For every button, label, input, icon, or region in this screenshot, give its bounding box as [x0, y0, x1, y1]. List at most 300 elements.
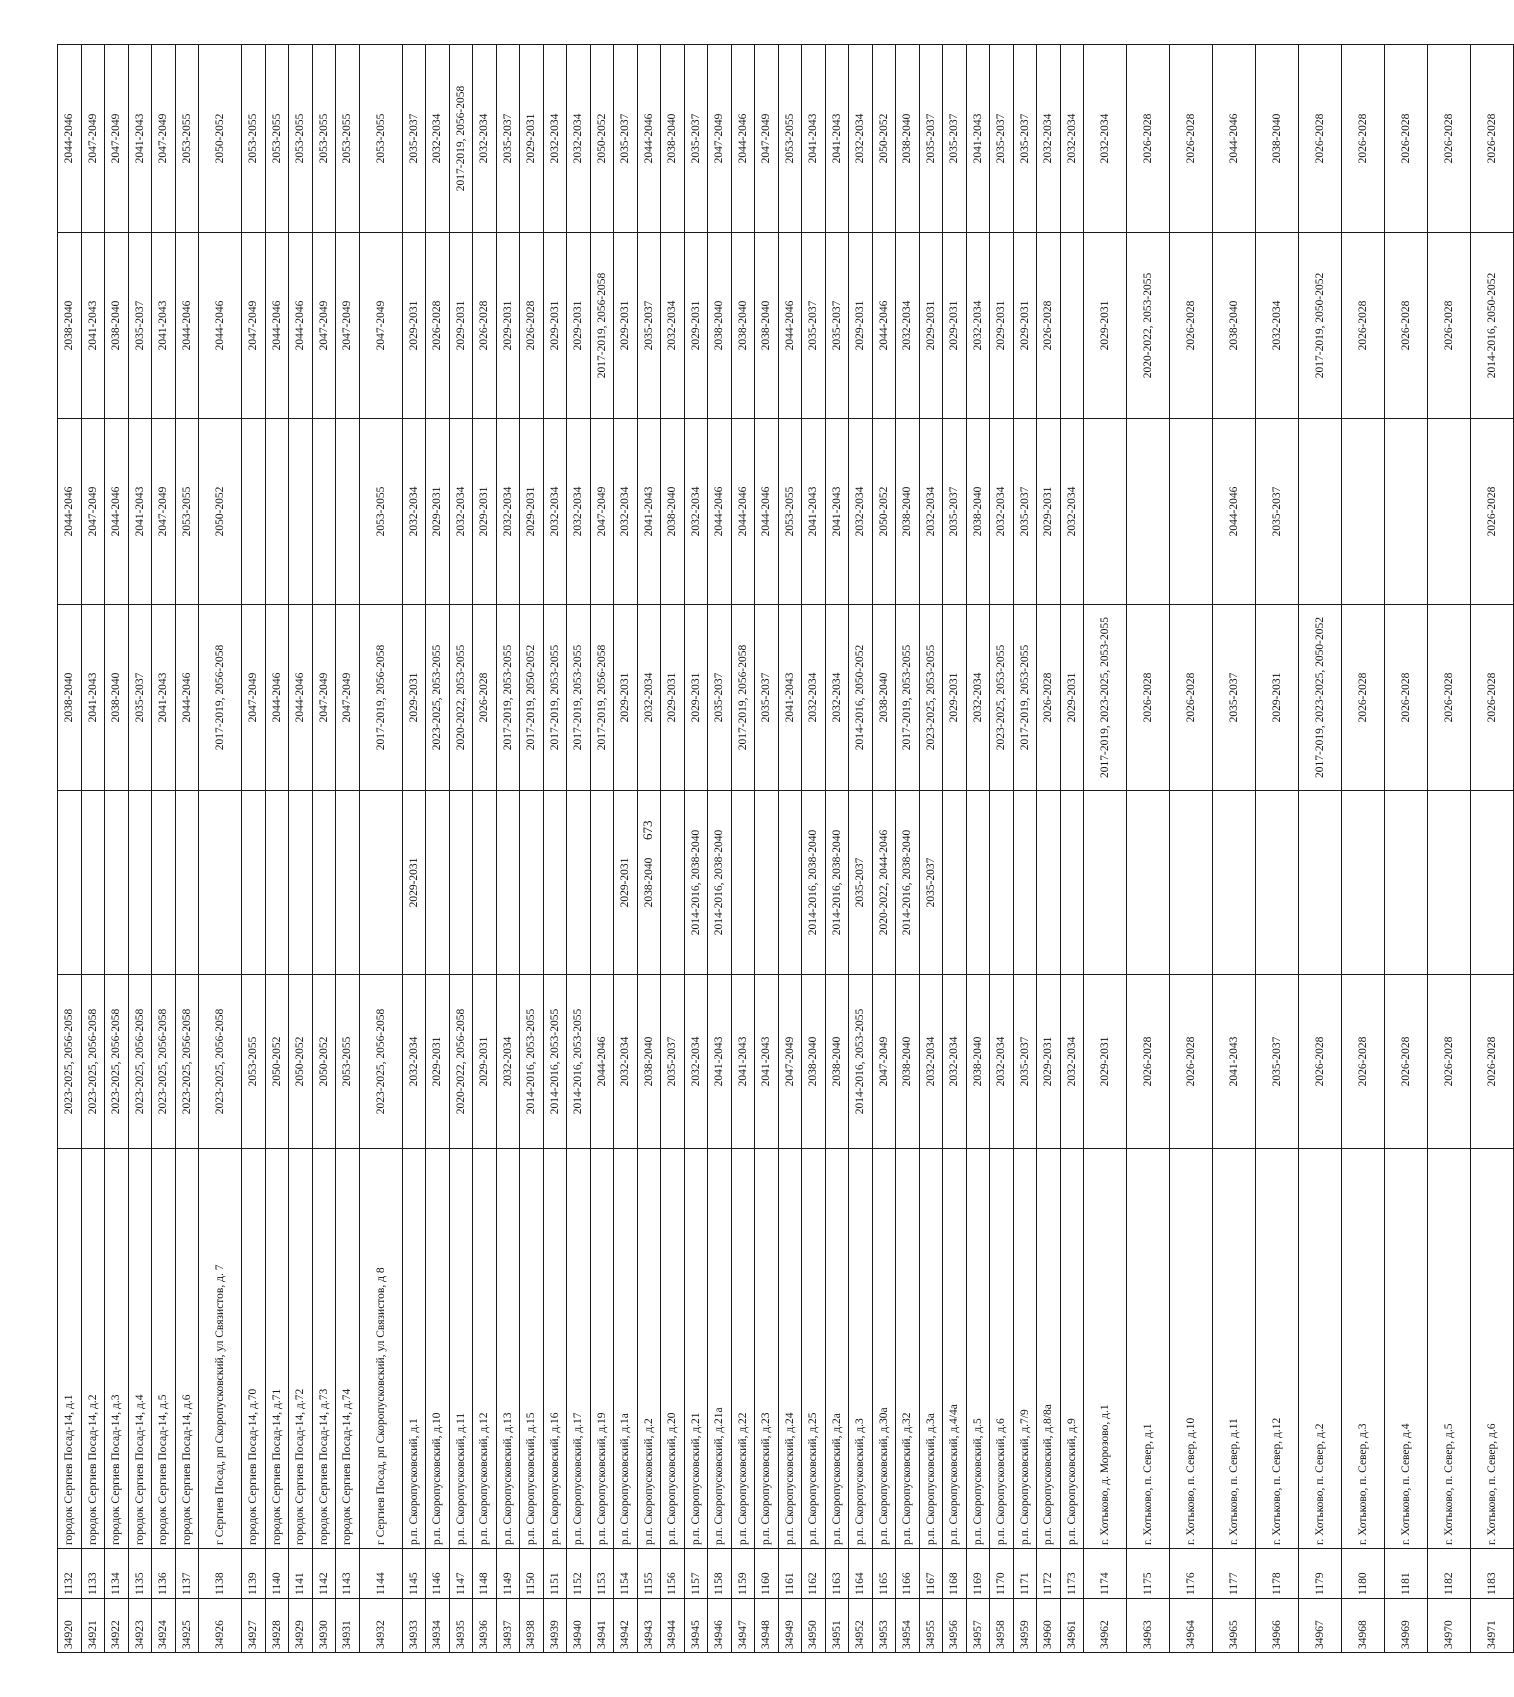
- address-cell: городок Сергиев Посад-14, д.1: [58, 1149, 82, 1549]
- period-4-cell: 2032-2034: [496, 419, 520, 605]
- table-row: [567, 45, 591, 1653]
- period-2-cell: [1471, 791, 1514, 975]
- table-row: [755, 45, 779, 1653]
- address-cell: городок Сергиев Посад-14, д.71: [265, 1149, 289, 1549]
- period-6-cell: 2032-2034: [1037, 45, 1061, 233]
- period-5-cell: 2017-2019, 2050-2052: [1299, 233, 1342, 419]
- table-row: [896, 45, 920, 1653]
- row-number-cell: 1138: [199, 1549, 242, 1599]
- period-4-cell: [1299, 419, 1342, 605]
- table-row: [1060, 45, 1084, 1653]
- period-4-cell: 2044-2046: [731, 419, 755, 605]
- period-2-cell: [175, 791, 199, 975]
- period-2-cell: [520, 791, 544, 975]
- address-cell: р.п. Скоропусковский, д.24: [778, 1149, 802, 1549]
- period-2-cell: [1013, 791, 1037, 975]
- period-3-cell: 2026-2028: [1471, 605, 1514, 791]
- table-row: [1471, 45, 1514, 1653]
- period-1-cell: 2029-2031: [426, 975, 450, 1149]
- period-1-cell: 2032-2034: [990, 975, 1014, 1149]
- row-number-cell: 1157: [684, 1549, 708, 1599]
- address-cell: г. Хотьково, п. Север, д.11: [1213, 1149, 1256, 1549]
- period-4-cell: 2032-2034: [684, 419, 708, 605]
- period-6-cell: 2053-2055: [778, 45, 802, 233]
- period-1-cell: 2038-2040: [637, 975, 661, 1149]
- period-1-cell: 2029-2031: [1037, 975, 1061, 1149]
- period-4-cell: 2041-2043: [128, 419, 152, 605]
- address-cell: г. Хотьково, п. Север, д.10: [1170, 1149, 1213, 1549]
- period-5-cell: 2014-2016, 2050-2052: [1471, 233, 1514, 419]
- row-number-cell: 1140: [265, 1549, 289, 1599]
- period-5-cell: 2035-2037: [128, 233, 152, 419]
- period-4-cell: 2032-2034: [849, 419, 873, 605]
- period-3-cell: 2047-2049: [312, 605, 336, 791]
- table-row: [590, 45, 614, 1653]
- address-cell: г Сергиев Посад, рп Скоропусковский, ул Связистов, д. 7: [199, 1149, 242, 1549]
- period-2-cell: 2029-2031: [614, 791, 638, 975]
- period-3-cell: 2017-2019, 2053-2055: [567, 605, 591, 791]
- period-3-cell: 2032-2034: [825, 605, 849, 791]
- period-4-cell: 2041-2043: [637, 419, 661, 605]
- period-4-cell: 2050-2052: [199, 419, 242, 605]
- record-id-cell: 34927: [242, 1599, 266, 1653]
- row-number-cell: 1181: [1385, 1549, 1428, 1599]
- record-id-cell: 34955: [919, 1599, 943, 1653]
- period-6-cell: 2044-2046: [637, 45, 661, 233]
- period-4-cell: 2026-2028: [1471, 419, 1514, 605]
- period-2-cell: 2035-2037: [919, 791, 943, 975]
- period-3-cell: 2029-2031: [1060, 605, 1084, 791]
- table-row: [199, 45, 242, 1653]
- period-1-cell: 2026-2028: [1299, 975, 1342, 1149]
- period-3-cell: 2017-2019, 2053-2055: [543, 605, 567, 791]
- row-number-cell: 1172: [1037, 1549, 1061, 1599]
- row-number-cell: 1150: [520, 1549, 544, 1599]
- period-1-cell: 2026-2028: [1428, 975, 1471, 1149]
- period-6-cell: 2035-2037: [990, 45, 1014, 233]
- table-row: [1037, 45, 1061, 1653]
- period-6-cell: 2029-2031: [520, 45, 544, 233]
- record-id-cell: 34953: [872, 1599, 896, 1653]
- record-id-cell: 34947: [731, 1599, 755, 1653]
- period-4-cell: 2050-2052: [872, 419, 896, 605]
- period-2-cell: [1385, 791, 1428, 975]
- row-number-cell: 1133: [81, 1549, 105, 1599]
- period-3-cell: 2041-2043: [81, 605, 105, 791]
- period-1-cell: 2026-2028: [1127, 975, 1170, 1149]
- address-cell: р.п. Скоропусковский, д.30а: [872, 1149, 896, 1549]
- period-2-cell: [128, 791, 152, 975]
- period-3-cell: 2017-2019, 2056-2058: [359, 605, 402, 791]
- period-6-cell: 2041-2043: [825, 45, 849, 233]
- period-5-cell: 2047-2049: [312, 233, 336, 419]
- period-5-cell: 2038-2040: [58, 233, 82, 419]
- period-2-cell: [1299, 791, 1342, 975]
- period-6-cell: 2044-2046: [731, 45, 755, 233]
- row-number-cell: 1135: [128, 1549, 152, 1599]
- period-4-cell: 2029-2031: [426, 419, 450, 605]
- period-4-cell: 2053-2055: [175, 419, 199, 605]
- table-row: [242, 45, 266, 1653]
- period-4-cell: 2053-2055: [778, 419, 802, 605]
- period-4-cell: 2044-2046: [755, 419, 779, 605]
- period-3-cell: 2023-2025, 2053-2055: [919, 605, 943, 791]
- period-5-cell: 2047-2049: [336, 233, 360, 419]
- rotated-table-container: [57, 45, 1514, 1653]
- period-2-cell: 2038-2040: [637, 791, 661, 975]
- period-3-cell: 2017-2019, 2056-2058: [590, 605, 614, 791]
- record-id-cell: 34940: [567, 1599, 591, 1653]
- period-2-cell: [449, 791, 473, 975]
- period-2-cell: 2014-2016, 2038-2040: [684, 791, 708, 975]
- address-cell: г. Хотьково, п. Север, д.2: [1299, 1149, 1342, 1549]
- period-3-cell: 2029-2031: [943, 605, 967, 791]
- address-cell: городок Сергиев Посад-14, д.6: [175, 1149, 199, 1549]
- table-row: [825, 45, 849, 1653]
- table-row: [81, 45, 105, 1653]
- record-id-cell: 34922: [105, 1599, 129, 1653]
- period-5-cell: 2038-2040: [731, 233, 755, 419]
- record-id-cell: 34946: [708, 1599, 732, 1653]
- period-3-cell: 2035-2037: [755, 605, 779, 791]
- period-6-cell: 2032-2034: [543, 45, 567, 233]
- period-2-cell: [966, 791, 990, 975]
- period-1-cell: 2023-2025, 2056-2058: [105, 975, 129, 1149]
- period-5-cell: 2044-2046: [872, 233, 896, 419]
- period-5-cell: 2029-2031: [1013, 233, 1037, 419]
- period-3-cell: 2035-2037: [708, 605, 732, 791]
- row-number-cell: 1179: [1299, 1549, 1342, 1599]
- table-row: [1127, 45, 1170, 1653]
- address-cell: р.п. Скоропусковский, д.2а: [825, 1149, 849, 1549]
- period-4-cell: 2032-2034: [919, 419, 943, 605]
- period-6-cell: 2047-2049: [152, 45, 176, 233]
- row-number-cell: 1165: [872, 1549, 896, 1599]
- period-2-cell: [943, 791, 967, 975]
- period-2-cell: [590, 791, 614, 975]
- table-row: [1428, 45, 1471, 1653]
- period-1-cell: 2014-2016, 2053-2055: [543, 975, 567, 1149]
- table-row: [265, 45, 289, 1653]
- record-id-cell: 34923: [128, 1599, 152, 1653]
- period-6-cell: 2041-2043: [966, 45, 990, 233]
- period-1-cell: 2038-2040: [896, 975, 920, 1149]
- table-row: [708, 45, 732, 1653]
- address-cell: р.п. Скоропусковский, д.7/9: [1013, 1149, 1037, 1549]
- period-4-cell: 2044-2046: [58, 419, 82, 605]
- record-id-cell: 34954: [896, 1599, 920, 1653]
- period-3-cell: 2026-2028: [473, 605, 497, 791]
- period-2-cell: [661, 791, 685, 975]
- period-4-cell: 2053-2055: [359, 419, 402, 605]
- record-id-cell: 34935: [449, 1599, 473, 1653]
- record-id-cell: 34948: [755, 1599, 779, 1653]
- period-4-cell: [242, 419, 266, 605]
- period-5-cell: 2029-2031: [943, 233, 967, 419]
- period-1-cell: 2023-2025, 2056-2058: [175, 975, 199, 1149]
- period-6-cell: 2035-2037: [496, 45, 520, 233]
- period-2-cell: 2014-2016, 2038-2040: [802, 791, 826, 975]
- record-id-cell: 34944: [661, 1599, 685, 1653]
- table-row: [449, 45, 473, 1653]
- table-row: [684, 45, 708, 1653]
- period-6-cell: 2053-2055: [242, 45, 266, 233]
- period-1-cell: 2047-2049: [778, 975, 802, 1149]
- period-1-cell: 2050-2052: [265, 975, 289, 1149]
- row-number-cell: 1151: [543, 1549, 567, 1599]
- table-row: [802, 45, 826, 1653]
- period-2-cell: [1428, 791, 1471, 975]
- period-5-cell: 2017-2019, 2056-2058: [590, 233, 614, 419]
- record-id-cell: 34936: [473, 1599, 497, 1653]
- row-number-cell: 1159: [731, 1549, 755, 1599]
- address-cell: р.п. Скоропусковский, д.10: [426, 1149, 450, 1549]
- record-id-cell: 34925: [175, 1599, 199, 1653]
- row-number-cell: 1183: [1471, 1549, 1514, 1599]
- period-6-cell: 2047-2049: [81, 45, 105, 233]
- record-id-cell: 34931: [336, 1599, 360, 1653]
- period-1-cell: 2035-2037: [1013, 975, 1037, 1149]
- period-2-cell: [473, 791, 497, 975]
- period-1-cell: 2041-2043: [708, 975, 732, 1149]
- period-4-cell: 2038-2040: [896, 419, 920, 605]
- period-5-cell: 2032-2034: [966, 233, 990, 419]
- address-cell: р.п. Скоропусковский, д.12: [473, 1149, 497, 1549]
- period-6-cell: 2053-2055: [289, 45, 313, 233]
- period-1-cell: 2053-2055: [242, 975, 266, 1149]
- period-2-cell: [81, 791, 105, 975]
- period-3-cell: 2017-2019, 2056-2058: [199, 605, 242, 791]
- period-5-cell: 2032-2034: [1256, 233, 1299, 419]
- table-row: [1170, 45, 1213, 1653]
- table-row: [336, 45, 360, 1653]
- period-6-cell: 2032-2034: [473, 45, 497, 233]
- period-1-cell: 2053-2055: [336, 975, 360, 1149]
- table-row: [637, 45, 661, 1653]
- period-5-cell: 2038-2040: [708, 233, 732, 419]
- period-1-cell: 2041-2043: [1213, 975, 1256, 1149]
- period-1-cell: 2032-2034: [919, 975, 943, 1149]
- period-5-cell: 2029-2031: [919, 233, 943, 419]
- record-id-cell: 34939: [543, 1599, 567, 1653]
- period-3-cell: 2029-2031: [1256, 605, 1299, 791]
- period-4-cell: [1170, 419, 1213, 605]
- period-6-cell: 2053-2055: [265, 45, 289, 233]
- table-row: [473, 45, 497, 1653]
- period-3-cell: 2032-2034: [802, 605, 826, 791]
- period-4-cell: [1127, 419, 1170, 605]
- period-4-cell: 2038-2040: [661, 419, 685, 605]
- period-2-cell: [336, 791, 360, 975]
- period-1-cell: 2023-2025, 2056-2058: [128, 975, 152, 1149]
- period-4-cell: [265, 419, 289, 605]
- table-row: [1256, 45, 1299, 1653]
- row-number-cell: 1149: [496, 1549, 520, 1599]
- address-cell: г. Хотьково, п. Север, д.3: [1342, 1149, 1385, 1549]
- period-1-cell: 2035-2037: [1256, 975, 1299, 1149]
- record-id-cell: 34932: [359, 1599, 402, 1653]
- period-3-cell: 2029-2031: [684, 605, 708, 791]
- row-number-cell: 1152: [567, 1549, 591, 1599]
- period-2-cell: [1084, 791, 1127, 975]
- row-number-cell: 1178: [1256, 1549, 1299, 1599]
- period-1-cell: 2023-2025, 2056-2058: [58, 975, 82, 1149]
- period-4-cell: 2041-2043: [802, 419, 826, 605]
- period-1-cell: 2029-2031: [1084, 975, 1127, 1149]
- period-2-cell: [778, 791, 802, 975]
- row-number-cell: 1137: [175, 1549, 199, 1599]
- address-cell: г. Хотьково, д. Морозово, д.1: [1084, 1149, 1127, 1549]
- period-6-cell: 2032-2034: [567, 45, 591, 233]
- row-number-cell: 1136: [152, 1549, 176, 1599]
- period-5-cell: 2032-2034: [896, 233, 920, 419]
- period-2-cell: 2014-2016, 2038-2040: [896, 791, 920, 975]
- period-5-cell: 2044-2046: [175, 233, 199, 419]
- period-4-cell: [289, 419, 313, 605]
- period-6-cell: 2050-2052: [590, 45, 614, 233]
- record-id-cell: 34964: [1170, 1599, 1213, 1653]
- period-5-cell: 2047-2049: [359, 233, 402, 419]
- period-4-cell: 2029-2031: [520, 419, 544, 605]
- table-row: [778, 45, 802, 1653]
- period-6-cell: 2044-2046: [1213, 45, 1256, 233]
- period-6-cell: 2053-2055: [359, 45, 402, 233]
- address-cell: р.п. Скоропусковский, д.19: [590, 1149, 614, 1549]
- record-id-cell: 34937: [496, 1599, 520, 1653]
- table-row: [1342, 45, 1385, 1653]
- period-3-cell: 2047-2049: [336, 605, 360, 791]
- record-id-cell: 34960: [1037, 1599, 1061, 1653]
- period-3-cell: 2017-2019, 2053-2055: [496, 605, 520, 791]
- address-cell: р.п. Скоропусковский, д.32: [896, 1149, 920, 1549]
- period-5-cell: 2029-2031: [990, 233, 1014, 419]
- address-cell: р.п. Скоропусковский, д.17: [567, 1149, 591, 1549]
- period-2-cell: [1170, 791, 1213, 975]
- period-6-cell: 2053-2055: [175, 45, 199, 233]
- table-row: [426, 45, 450, 1653]
- period-2-cell: [1342, 791, 1385, 975]
- address-cell: городок Сергиев Посад-14, д.74: [336, 1149, 360, 1549]
- address-cell: городок Сергиев Посад-14, д.4: [128, 1149, 152, 1549]
- table-row: [849, 45, 873, 1653]
- period-3-cell: 2017-2019, 2023-2025, 2050-2052: [1299, 605, 1342, 791]
- table-row: [1385, 45, 1428, 1653]
- period-1-cell: 2026-2028: [1385, 975, 1428, 1149]
- period-4-cell: 2032-2034: [543, 419, 567, 605]
- period-5-cell: 2044-2046: [778, 233, 802, 419]
- period-5-cell: 2029-2031: [1084, 233, 1127, 419]
- row-number-cell: 1134: [105, 1549, 129, 1599]
- period-5-cell: 2026-2028: [1385, 233, 1428, 419]
- period-3-cell: 2026-2028: [1127, 605, 1170, 791]
- row-number-cell: 1148: [473, 1549, 497, 1599]
- period-4-cell: [1342, 419, 1385, 605]
- period-3-cell: 2044-2046: [265, 605, 289, 791]
- table-row: [661, 45, 685, 1653]
- period-5-cell: [1060, 233, 1084, 419]
- period-4-cell: 2035-2037: [1013, 419, 1037, 605]
- period-5-cell: 2029-2031: [567, 233, 591, 419]
- period-2-cell: 2014-2016, 2038-2040: [708, 791, 732, 975]
- record-id-cell: 34929: [289, 1599, 313, 1653]
- table-row: [943, 45, 967, 1653]
- period-4-cell: 2044-2046: [1213, 419, 1256, 605]
- record-id-cell: 34969: [1385, 1599, 1428, 1653]
- period-3-cell: 2032-2034: [637, 605, 661, 791]
- record-id-cell: 34941: [590, 1599, 614, 1653]
- period-1-cell: 2020-2022, 2056-2058: [449, 975, 473, 1149]
- table-row: [1213, 45, 1256, 1653]
- record-id-cell: 34963: [1127, 1599, 1170, 1653]
- table-row: [289, 45, 313, 1653]
- period-6-cell: 2035-2037: [1013, 45, 1037, 233]
- period-2-cell: 2014-2016, 2038-2040: [825, 791, 849, 975]
- table-row: [152, 45, 176, 1653]
- period-1-cell: 2041-2043: [731, 975, 755, 1149]
- address-cell: городок Сергиев Посад-14, д.2: [81, 1149, 105, 1549]
- period-2-cell: [359, 791, 402, 975]
- period-1-cell: 2014-2016, 2053-2055: [567, 975, 591, 1149]
- period-3-cell: 2041-2043: [152, 605, 176, 791]
- address-cell: р.п. Скоропусковский, д.9: [1060, 1149, 1084, 1549]
- row-number-cell: 1154: [614, 1549, 638, 1599]
- period-2-cell: [1037, 791, 1061, 975]
- period-5-cell: 2035-2037: [802, 233, 826, 419]
- period-1-cell: 2032-2034: [614, 975, 638, 1149]
- period-1-cell: 2029-2031: [473, 975, 497, 1149]
- period-5-cell: 2026-2028: [520, 233, 544, 419]
- row-number-cell: 1161: [778, 1549, 802, 1599]
- period-3-cell: 2047-2049: [242, 605, 266, 791]
- row-number-cell: 1144: [359, 1549, 402, 1599]
- address-cell: р.п. Скоропусковский, д.21: [684, 1149, 708, 1549]
- period-1-cell: 2026-2028: [1170, 975, 1213, 1149]
- period-5-cell: 2047-2049: [242, 233, 266, 419]
- period-1-cell: 2050-2052: [312, 975, 336, 1149]
- period-4-cell: 2029-2031: [473, 419, 497, 605]
- period-5-cell: 2038-2040: [105, 233, 129, 419]
- table-row: [614, 45, 638, 1653]
- period-5-cell: 2029-2031: [684, 233, 708, 419]
- table-row: [872, 45, 896, 1653]
- record-id-cell: 34924: [152, 1599, 176, 1653]
- table-row: [966, 45, 990, 1653]
- period-5-cell: 2029-2031: [849, 233, 873, 419]
- period-3-cell: 2023-2025, 2053-2055: [426, 605, 450, 791]
- address-cell: р.п. Скоропусковский, д.21а: [708, 1149, 732, 1549]
- period-3-cell: 2020-2022, 2053-2055: [449, 605, 473, 791]
- period-3-cell: 2026-2028: [1037, 605, 1061, 791]
- record-id-cell: 34950: [802, 1599, 826, 1653]
- period-5-cell: 2044-2046: [199, 233, 242, 419]
- address-cell: р.п. Скоропусковский, д.15: [520, 1149, 544, 1549]
- period-6-cell: 2035-2037: [943, 45, 967, 233]
- period-1-cell: 2014-2016, 2053-2055: [520, 975, 544, 1149]
- table-row: [990, 45, 1014, 1653]
- record-id-cell: 34938: [520, 1599, 544, 1653]
- record-id-cell: 34962: [1084, 1599, 1127, 1653]
- row-number-cell: 1145: [402, 1549, 426, 1599]
- period-1-cell: 2050-2052: [289, 975, 313, 1149]
- address-cell: р.п. Скоропусковский, д.1: [402, 1149, 426, 1549]
- period-6-cell: 2032-2034: [849, 45, 873, 233]
- period-2-cell: [426, 791, 450, 975]
- period-6-cell: 2032-2034: [1084, 45, 1127, 233]
- row-number-cell: 1173: [1060, 1549, 1084, 1599]
- period-4-cell: [312, 419, 336, 605]
- period-1-cell: 2032-2034: [402, 975, 426, 1149]
- row-number-cell: 1164: [849, 1549, 873, 1599]
